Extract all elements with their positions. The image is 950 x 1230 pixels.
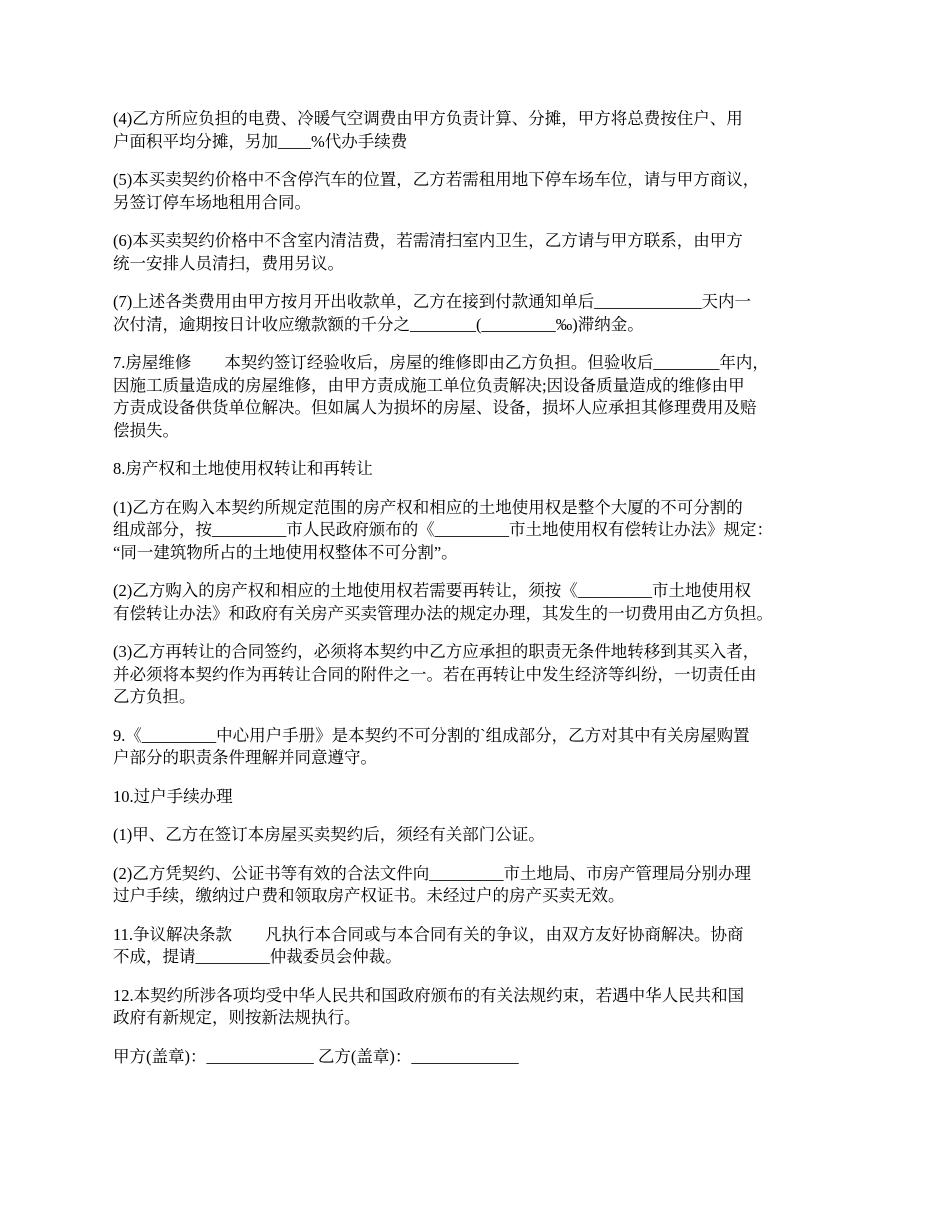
paragraph-line: 有偿转让办法》和政府有关房产买卖管理办法的规定办理，其发生的一切费用由乙方负担。 [113, 603, 773, 623]
paragraph [113, 786, 843, 809]
paragraph-line: (1)甲、乙方在签订本房屋买卖契约后，须经有关部门公证。 [113, 825, 545, 844]
paragraph-line: 户部分的职责条件理解并同意遵守。 [113, 748, 377, 767]
paragraph [113, 580, 843, 625]
signature-party-a: 甲方(盖章)：_____________ [113, 1046, 314, 1066]
paragraph-line: 统一安排人员清扫，费用另议。 [113, 253, 344, 273]
paragraph-line: 8.房产权和土地使用权转让和再转让 [113, 459, 373, 478]
paragraph-line: “同一建筑物所占的土地使用权整体不可分割”。 [113, 542, 458, 562]
paragraph [113, 824, 843, 847]
paragraph-line: (7)上述各类费用由甲方按月开出收款单，乙方在接到付款通知单后_____________天内一 [113, 292, 751, 311]
paragraph-line: 不成，提请_________仲裁委员会仲裁。 [113, 947, 402, 966]
paragraph-line: (4)乙方所应负担的电费、冷暖气空调费由甲方负责计算、分摊，甲方将总费按住户、用 [113, 109, 743, 128]
paragraph-line: 政府有新规定，则按新法规执行。 [113, 1008, 361, 1027]
paragraph [113, 725, 843, 770]
paragraph-line: 乙方负担。 [113, 687, 196, 706]
paragraph-line: 并必须将本契约作为再转让合同的附件之一。若在再转让中发生经济等纠纷，一切责任由 [113, 664, 757, 684]
signature-party-b: 乙方(盖章)：_____________ [317, 1046, 519, 1066]
paragraph [113, 352, 843, 442]
paragraph-line: 因施工质量造成的房屋维修，由甲方责成施工单位负责解决;因设备质量造成的维修由甲 [113, 375, 745, 395]
paragraph-line: (2)乙方购入的房产权和相应的土地使用权若需要再转让，须按《_________市土地使用权 [113, 581, 751, 600]
paragraph-line: (1)乙方在购入本契约所规定范围的房产权和相应的土地使用权是整个大厦的不可分割的 [113, 497, 743, 517]
paragraph [113, 497, 843, 565]
paragraph-line: 次付清，逾期按日计收应缴款额的千分之________(_________‰)滞纳金。 [113, 314, 644, 334]
signature-line [113, 1046, 843, 1069]
paragraph-line: (6)本买卖契约价格中不含室内清洁费，若需清扫室内卫生，乙方请与甲方联系，由甲方 [113, 231, 743, 250]
paragraph-line: 12.本契约所涉各项均受中华人民共和国政府颁布的有关法规约束，若遇中华人民共和国 [113, 985, 745, 1005]
paragraph-line: 组成部分，按_________市人民政府颁布的《_________市土地使用权有偿转让办法》规定： [113, 520, 773, 539]
paragraph-line: (5)本买卖契约价格中不含停汽车的位置，乙方若需租用地下停车场车位，请与甲方商议， [113, 170, 760, 189]
paragraph [113, 108, 843, 153]
paragraph-line: (3)乙方再转让的合同签约，必须将本契约中乙方应承担的职责无条件地转移到其买入者， [113, 642, 760, 661]
paragraph-line: 11.争议解决条款 凡执行本合同或与本合同有关的争议，由双方友好协商解决。协商 [113, 924, 744, 944]
paragraph-line: 7.房屋维修 本契约签订经验收后，房屋的维修即由乙方负担。但验收后________年内， [113, 353, 769, 372]
document-page [113, 108, 843, 1084]
paragraph-line: 户面积平均分摊，另加____%代办手续费 [113, 131, 408, 151]
paragraph-line: 9.《_________中心用户手册》是本契约不可分割的`组成部分，乙方对其中有关房屋购置 [113, 725, 750, 745]
paragraph [113, 458, 843, 481]
paragraph [113, 985, 843, 1030]
paragraph [113, 291, 843, 336]
paragraph-line: 偿损失。 [113, 420, 179, 440]
document-body [113, 108, 843, 1030]
paragraph-line: (2)乙方凭契约、公证书等有效的合法文件向_________市土地局、市房产管理局分别办理 [113, 863, 751, 883]
paragraph [113, 230, 843, 275]
paragraph [113, 924, 843, 969]
paragraph-line: 过户手续，缴纳过户费和领取房产权证书。未经过户的房产买卖无效。 [113, 886, 625, 905]
paragraph [113, 641, 843, 709]
paragraph [113, 169, 843, 214]
paragraph-line: 另签订停车场地租用合同。 [113, 192, 311, 212]
paragraph-line: 10.过户手续办理 [113, 786, 233, 806]
paragraph [113, 863, 843, 908]
paragraph-line: 方责成设备供货单位解决。但如属人为损坏的房屋、设备，损坏人应承担其修理费用及赔 [113, 398, 757, 417]
